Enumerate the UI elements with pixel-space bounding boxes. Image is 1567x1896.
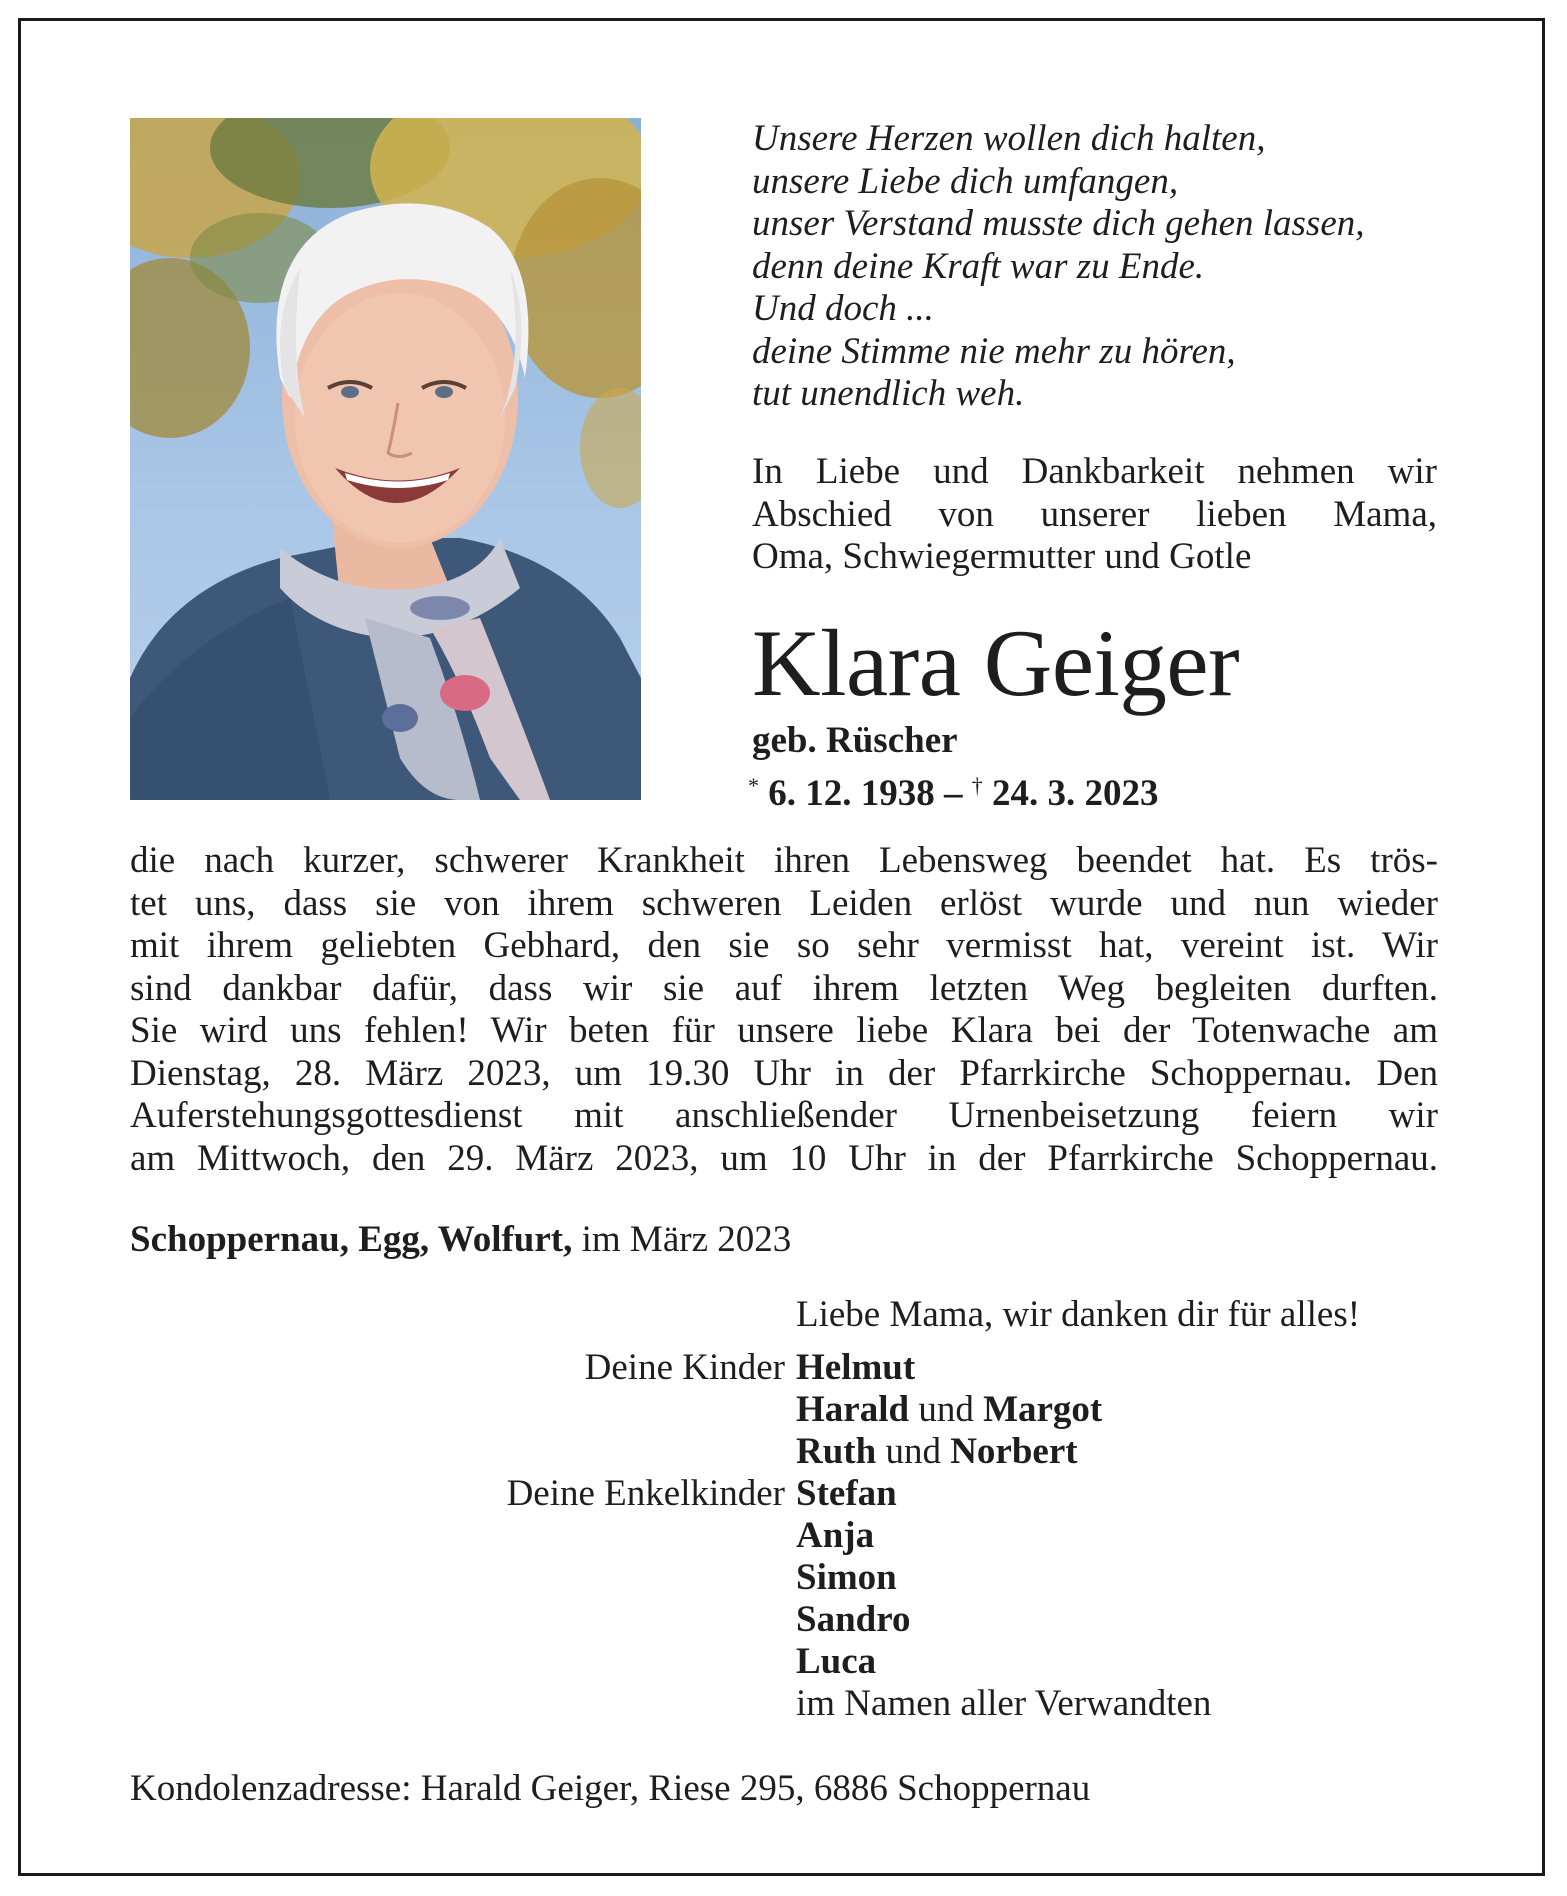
- condolence-address: Kondolenzadresse: Harald Geiger, Riese 295, 6886 Schoppernau: [130, 1768, 1091, 1809]
- death-date: 24. 3. 2023: [992, 773, 1159, 814]
- grandchild-name: Sandro: [796, 1599, 911, 1640]
- family-closing: im Namen aller Verwandten: [796, 1683, 1212, 1724]
- thanks-line: Liebe Mama, wir danken dir für alles!: [796, 1294, 1361, 1335]
- death-symbol: †: [971, 773, 983, 798]
- grandchild-name: Simon: [796, 1557, 897, 1598]
- family-row: [300, 1599, 1450, 1641]
- family-row: [300, 1683, 1450, 1725]
- body-line: Dienstag, 28. März 2023, um 19.30 Uhr in der Pfarrkirche Schoppernau. Den: [130, 1052, 1438, 1094]
- intro-line: In Liebe und Dankbarkeit nehmen wir: [752, 451, 1437, 492]
- children-label: Deine Kinder: [584, 1347, 785, 1388]
- family-row: [300, 1347, 1450, 1389]
- place-towns: Schoppernau, Egg, Wolfurt,: [130, 1219, 573, 1260]
- body-line: sind dankbar dafür, dass wir sie auf ihrem letzten Weg begleiten durften.: [130, 967, 1438, 1009]
- child-name: Ruth und Norbert: [796, 1431, 1078, 1472]
- birth-name: geb. Rüscher: [752, 720, 958, 761]
- body-line: mit ihrem geliebten Gebhard, den sie so sehr vermisst hat, vereint ist. Wir: [130, 925, 1438, 966]
- grandchild-name: Anja: [796, 1515, 875, 1556]
- body-line: die nach kurzer, schwerer Krankheit ihren Lebensweg beendet hat. Es trös-: [130, 840, 1438, 881]
- child-name: Helmut: [796, 1347, 916, 1388]
- poem-line: unser Verstand musste dich gehen lassen,: [752, 203, 1365, 244]
- family-row: [300, 1641, 1450, 1683]
- grandchildren-label: Deine Enkelkinder: [506, 1473, 785, 1514]
- poem-line: Und doch ...: [752, 288, 934, 329]
- family-list: [300, 1347, 1450, 1725]
- body-line: Auferstehungsgottesdienst mit anschließender Urnenbeisetzung feiern wir: [130, 1095, 1438, 1136]
- date-separator: –: [944, 773, 963, 814]
- place-date-line: [130, 1218, 791, 1262]
- family-row: [300, 1389, 1450, 1431]
- birth-date: 6. 12. 1938: [768, 773, 935, 814]
- poem-line: Unsere Herzen wollen dich halten,: [752, 118, 1266, 159]
- body-line: Sie wird uns fehlen! Wir beten für unsere liebe Klara bei der Totenwache am: [130, 1010, 1438, 1051]
- family-row: [300, 1557, 1450, 1599]
- poem-line: unsere Liebe dich umfangen,: [752, 160, 1179, 202]
- poem-line: tut unendlich weh.: [752, 373, 1025, 414]
- poem: [752, 118, 1452, 416]
- body-line: tet uns, dass sie von ihrem schweren Leiden erlöst wurde und nun wieder: [130, 882, 1438, 924]
- family-row: [300, 1515, 1450, 1557]
- birth-symbol: *: [748, 773, 759, 798]
- intro-line: Abschied von unserer lieben Mama,: [752, 493, 1437, 535]
- child-name: Harald und Margot: [796, 1389, 1103, 1430]
- family-row: [300, 1473, 1450, 1515]
- portrait-photo: [130, 118, 641, 800]
- notice-body: [130, 840, 1438, 1180]
- grandchild-name: Luca: [796, 1641, 877, 1682]
- life-dates: [748, 765, 1159, 815]
- deceased-name: Klara Geiger: [752, 610, 1240, 716]
- poem-line: denn deine Kraft war zu Ende.: [752, 245, 1205, 287]
- poem-line: deine Stimme nie mehr zu hören,: [752, 330, 1236, 372]
- family-row: [300, 1431, 1450, 1473]
- place-date: im März 2023: [581, 1219, 792, 1260]
- intro-text: [752, 451, 1437, 579]
- grandchild-name: Stefan: [796, 1473, 897, 1514]
- intro-line: Oma, Schwiegermutter und Gotle: [752, 536, 1252, 577]
- body-line: am Mittwoch, den 29. März 2023, um 10 Uhr in der Pfarrkirche Schoppernau.: [130, 1137, 1438, 1179]
